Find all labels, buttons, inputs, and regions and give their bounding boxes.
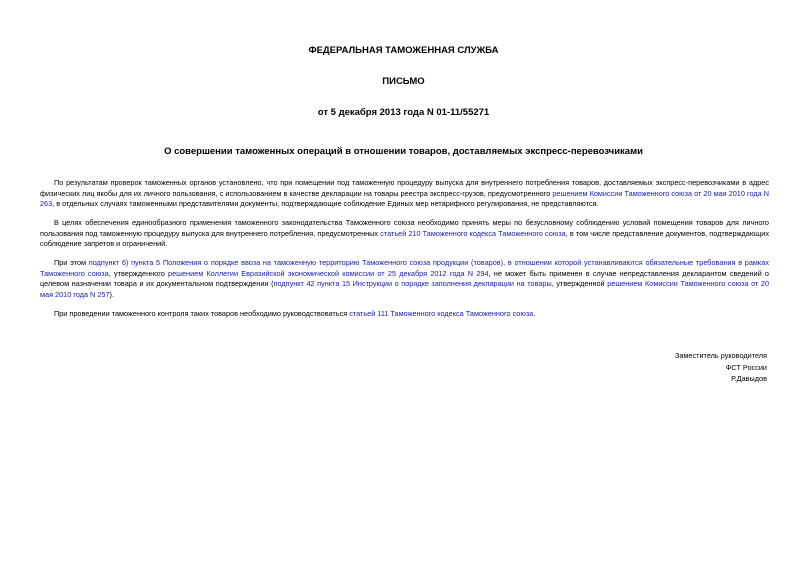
document-type: ПИСЬМО xyxy=(382,76,425,87)
paragraph-3-text-a: При этом xyxy=(54,258,89,267)
link-decision-294[interactable]: решением Коллегии Евразийской экономической комиссии от 25 декабря 2012 года N 294 xyxy=(168,268,489,278)
paragraph-4 xyxy=(40,309,769,320)
paragraph-4-text-a: При проведении таможенного контроля таких товаров необходимо руководствоваться xyxy=(54,309,350,318)
paragraph-3-text-b: , утвержденного xyxy=(108,268,169,278)
paragraph-1-text-a: По результатам проверок таможенных органов установлено, что при помещении под таможенную процедуру выпуска для внутреннего потребления товаров, доставляемых экспресс-перевозчиками в адрес физических лиц якобы для их личного пользования, с использованием в качестве декларации на товары реестра экспресс-грузов, предусмотренного xyxy=(40,178,769,198)
link-decision-263[interactable]: решением Комиссии Таможенного союза от 20 мая 2010 года N 263 xyxy=(40,188,769,209)
link-article-210[interactable]: статьей 210 Таможенного кодекса Таможенного союза xyxy=(380,228,566,238)
signatory-position: Заместитель руководителя xyxy=(674,351,767,360)
signature-block xyxy=(675,350,767,385)
paragraph-3-text-c: , не может быть применен в случае непредставления декларантом сведений о целевом назначении товара и их документальном подтверждении ( xyxy=(40,268,769,289)
paragraph-2-text-b: , в том числе представление документов, подтверждающих соблюдение запретов и ограничений. xyxy=(40,228,769,249)
document-date-number: от 5 декабря 2013 года N 01-11/55271 xyxy=(317,107,490,118)
signatory-name: Р.Давыдов xyxy=(731,374,767,383)
agency-name: ФЕДЕРАЛЬНАЯ ТАМОЖЕННАЯ СЛУЖБА xyxy=(308,45,499,56)
paragraph-2 xyxy=(40,218,769,250)
paragraph-4-text-b: . xyxy=(533,309,536,318)
link-article-111[interactable]: статьей 111 Таможенного кодекса Таможенного союза xyxy=(349,309,534,318)
paragraph-2-text-a: В целях обеспечения единообразного применения таможенного законодательства Таможенного союза необходимо принять меры по безусловному соблюдению условий помещения товаров для личного пользования под таможенную процедуру выпуска для внутреннего потребления, предусмотренных xyxy=(40,218,769,238)
link-decision-257[interactable]: решением Комиссии Таможенного союза от 20 мая 2010 года N 257 xyxy=(40,279,770,299)
signatory-organization: ФСТ России xyxy=(725,362,767,372)
paragraph-1-text-b: , в отдельных случаях таможенными представителями документы, подтверждающие соблюдение Единых мер нетарифного регулирования, не представляются. xyxy=(52,199,599,209)
paragraph-1 xyxy=(40,178,769,210)
document-subject: О совершении таможенных операций в отношении товаров, доставляемых экспресс-перевозчиками xyxy=(164,146,643,157)
link-instruction-item-15[interactable]: подпункт 42 пункта 15 Инструкции о порядке заполнения декларации на товары xyxy=(273,279,552,289)
paragraph-3 xyxy=(40,258,769,300)
paragraph-3-text-e: ). xyxy=(109,289,114,299)
link-regulation-item-5[interactable]: подпункт 6) пункта 5 Положения о порядке ввоза на таможенную территорию Таможенного союза продукции (товаров), в отношении которой устанавливаются обязательные требования в рамках Таможенного союза xyxy=(40,258,769,278)
paragraph-3-text-d: , утвержденной xyxy=(551,279,608,289)
